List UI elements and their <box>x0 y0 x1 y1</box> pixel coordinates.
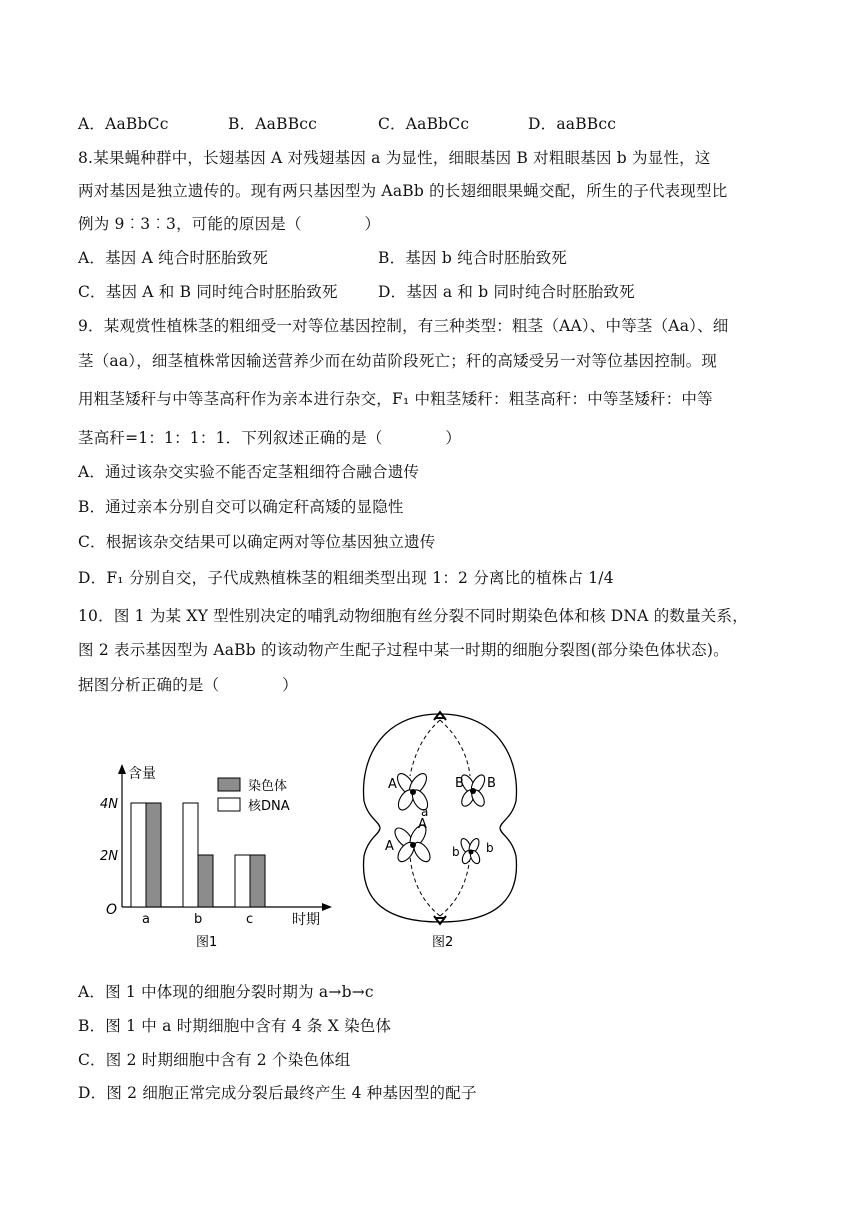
q8-options-row-2 <box>78 280 678 302</box>
x-axis-arrow <box>322 903 332 911</box>
q8-option-a: A．基因 A 纯合时胚胎致死 <box>78 249 269 267</box>
category-label-a: a <box>142 912 150 927</box>
centromere <box>410 789 416 795</box>
q8-option-d: D．基因 a 和 b 同时纯合时胚胎致死 <box>378 283 635 301</box>
q10-option-c: C．图 2 时期细胞中含有 2 个染色体组 <box>78 1051 351 1069</box>
q9-option-b: B．通过亲本分别自交可以确定秆高矮的显隐性 <box>78 498 404 516</box>
bars <box>131 803 265 907</box>
centrosome-top <box>434 712 446 720</box>
q9-stem-line-4: 茎高秆=1：1：1：1．下列叙述正确的是（ ） <box>78 429 462 447</box>
origin-label: O <box>106 902 118 918</box>
x-axis-label: 时期 <box>292 912 320 928</box>
y-tick-labels <box>100 797 118 864</box>
legend-swatch-dna <box>218 798 240 811</box>
q8-option-b: B．基因 b 纯合时胚胎致死 <box>378 249 567 267</box>
centromere <box>410 842 416 848</box>
q8-stem-line-3: 例为 9︰3︰3，可能的原因是（ ） <box>78 215 381 233</box>
svg-text:b: b <box>486 841 494 855</box>
svg-text:B: B <box>487 776 496 791</box>
figure-2-cell-diagram <box>360 706 520 952</box>
y-axis-arrow <box>118 764 126 774</box>
q9-stem-line-2: 茎（aa），细茎植株常因输送营养少而在幼苗阶段死亡；秆的高矮受另一对等位基因控制。现 <box>78 352 718 370</box>
legend-label-dna: 核DNA <box>248 799 290 814</box>
q8-stem-line-1: 8.某果蝇种群中，长翅基因 A 对残翅基因 a 为显性，细眼基因 B 对粗眼基因 b 为显性，这 <box>78 149 711 167</box>
q10-option-d: D．图 2 细胞正常完成分裂后最终产生 4 种基因型的配子 <box>78 1084 477 1102</box>
category-label-c: c <box>246 912 254 927</box>
q7-option-a: A．AaBbCc <box>78 115 169 133</box>
bar-c-dna <box>235 855 250 907</box>
q7-option-c: C．AaBbCc <box>378 115 470 133</box>
y-tick-label: 2N <box>100 849 118 864</box>
q9-stem-line-1: 9．某观赏性植株茎的粗细受一对等位基因控制，有三种类型：粗茎（AA）、中等茎（Aa）、细 <box>78 317 729 335</box>
category-labels <box>142 912 253 927</box>
svg-text:A: A <box>418 817 427 832</box>
centrosome-bottom <box>434 916 446 924</box>
q9-option-a: A．通过该杂交实验不能否定茎粗细符合融合遗传 <box>78 463 420 481</box>
q8-options-row-1 <box>78 246 678 268</box>
q7-options <box>78 112 678 134</box>
centromere <box>470 788 476 794</box>
q10-stem-line-3: 据图分析正确的是（ ） <box>78 676 298 694</box>
chromosomes-lower <box>392 823 482 865</box>
q8-stem-line-2: 两对基因是独立遗传的。现有两只基因型为 AaBb 的长翅细眼果蝇交配，所生的子代表现型比 <box>78 182 728 200</box>
y-tick-label: 4N <box>100 797 118 812</box>
svg-text:B: B <box>455 776 464 791</box>
cell-membrane <box>364 714 517 922</box>
legend-swatch-chromosome <box>218 778 240 791</box>
bar-c-chromosome <box>250 855 265 907</box>
q10-option-a: A．图 1 中体现的细胞分裂时期为 a→b→c <box>78 983 374 1001</box>
bar-b-chromosome <box>198 855 213 907</box>
legend-label-chromosome: 染色体 <box>248 779 288 794</box>
q9-stem-line-3: 用粗茎矮秆与中等茎高秆作为亲本进行杂交，F₁ 中粗茎矮秆：粗茎高秆：中等茎矮秆：中等 <box>78 390 713 408</box>
svg-text:A: A <box>385 839 394 854</box>
category-label-b: b <box>194 912 203 927</box>
y-axis-label: 含量 <box>128 766 156 782</box>
q9-option-d: D．F₁ 分别自交，子代成熟植株茎的粗细类型出现 1：2 分离比的植株占 1/4 <box>78 569 614 587</box>
svg-text:a: a <box>421 805 429 819</box>
svg-text:A: A <box>388 777 397 792</box>
figure-1-caption: 图1 <box>196 935 218 950</box>
q7-option-d: D．aaBBcc <box>528 115 617 133</box>
q10-stem-line-1: 10．图 1 为某 XY 型性别决定的哺乳动物细胞有丝分裂不同时期染色体和核 DNA 的数量关系， <box>78 607 748 625</box>
q7-option-b: B．AaBBcc <box>228 115 318 133</box>
q10-stem-line-2: 图 2 表示基因型为 AaBb 的该动物产生配子过程中某一时期的细胞分裂图(部分染色体状态)。 <box>78 641 729 659</box>
bar-b-dna <box>183 803 198 907</box>
bar-a-dna <box>131 803 146 907</box>
bar-a-chromosome <box>146 803 161 907</box>
centromere <box>469 850 474 855</box>
svg-text:b: b <box>452 845 460 859</box>
q10-option-b: B．图 1 中 a 时期细胞中含有 4 条 X 染色体 <box>78 1017 392 1035</box>
q9-option-c: C．根据该杂交结果可以确定两对等位基因独立遗传 <box>78 533 436 551</box>
q8-option-c: C．基因 A 和 B 同时纯合时胚胎致死 <box>78 283 338 301</box>
figure-2-caption: 图2 <box>432 935 454 950</box>
figure-1-chart <box>86 752 346 952</box>
